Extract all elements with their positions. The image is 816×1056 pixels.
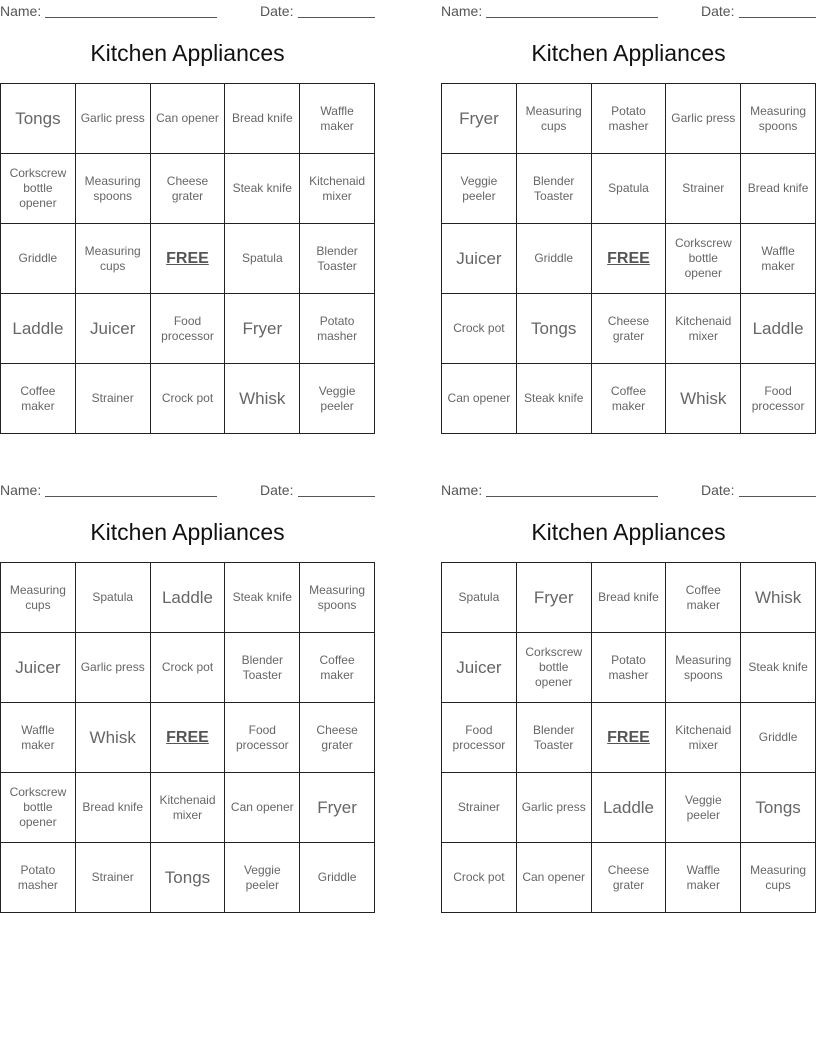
card-title: Kitchen Appliances xyxy=(90,40,285,66)
bingo-cell: Can opener xyxy=(151,84,226,154)
bingo-grid xyxy=(441,562,816,913)
card-header xyxy=(0,0,375,22)
bingo-cell: Griddle xyxy=(300,843,375,913)
bingo-grid xyxy=(441,83,816,434)
bingo-cell: Food processor xyxy=(741,364,816,434)
bingo-cell: Potato masher xyxy=(300,294,375,364)
bingo-cell: Bread knife xyxy=(76,773,151,843)
bingo-cell: Can opener xyxy=(225,773,300,843)
bingo-cell: Waffle maker xyxy=(741,224,816,294)
bingo-cell: Coffee maker xyxy=(666,563,741,633)
bingo-cell: Cheese grater xyxy=(300,703,375,773)
date-line xyxy=(739,496,816,497)
bingo-cell: Juicer xyxy=(76,294,151,364)
name-label: Name: xyxy=(441,3,483,19)
bingo-card-2 xyxy=(441,0,816,413)
card-header xyxy=(441,479,816,501)
bingo-cell: Whisk xyxy=(76,703,151,773)
bingo-cell: Measuring spoons xyxy=(300,563,375,633)
bingo-cell: Waffle maker xyxy=(666,843,741,913)
bingo-cell: Juicer xyxy=(442,224,517,294)
bingo-cell: Potato masher xyxy=(592,84,667,154)
bingo-cell: Laddle xyxy=(741,294,816,364)
bingo-cell: Coffee maker xyxy=(300,633,375,703)
name-label: Name: xyxy=(0,482,42,498)
bingo-cell: Cheese grater xyxy=(592,843,667,913)
bingo-cell: Crock pot xyxy=(442,294,517,364)
bingo-cell: Steak knife xyxy=(741,633,816,703)
bingo-cell: Food processor xyxy=(151,294,226,364)
bingo-cell: Kitchenaid mixer xyxy=(666,703,741,773)
free-space-cell: FREE xyxy=(151,703,226,773)
free-space-cell: FREE xyxy=(592,224,667,294)
bingo-cell: Garlic press xyxy=(76,633,151,703)
date-line xyxy=(298,496,375,497)
bingo-cell: Steak knife xyxy=(225,563,300,633)
bingo-cell: Measuring cups xyxy=(1,563,76,633)
name-line xyxy=(486,496,658,497)
bingo-cell: Veggie peeler xyxy=(300,364,375,434)
bingo-cell: Food processor xyxy=(225,703,300,773)
bingo-cell: Steak knife xyxy=(517,364,592,434)
bingo-cell: Strainer xyxy=(666,154,741,224)
bingo-cell: Tongs xyxy=(151,843,226,913)
bingo-cell: Can opener xyxy=(442,364,517,434)
free-space-cell: FREE xyxy=(151,224,226,294)
bingo-cell: Whisk xyxy=(225,364,300,434)
bingo-cell: Griddle xyxy=(517,224,592,294)
bingo-cell: Potato masher xyxy=(592,633,667,703)
bingo-cell: Potato masher xyxy=(1,843,76,913)
bingo-cell: Cheese grater xyxy=(592,294,667,364)
bingo-cell: Spatula xyxy=(225,224,300,294)
bingo-cell: Cheese grater xyxy=(151,154,226,224)
bingo-cell: Corkscrew bottle opener xyxy=(1,154,76,224)
card-title: Kitchen Appliances xyxy=(531,519,726,545)
bingo-cell: Fryer xyxy=(442,84,517,154)
name-line xyxy=(486,17,658,18)
card-title: Kitchen Appliances xyxy=(90,519,285,545)
bingo-cell: Corkscrew bottle opener xyxy=(1,773,76,843)
bingo-card-4 xyxy=(441,479,816,892)
bingo-cell: Corkscrew bottle opener xyxy=(517,633,592,703)
bingo-cell: Spatula xyxy=(442,563,517,633)
bingo-cell: Can opener xyxy=(517,843,592,913)
bingo-cell: Griddle xyxy=(741,703,816,773)
bingo-cell: Whisk xyxy=(666,364,741,434)
bingo-cell: Whisk xyxy=(741,563,816,633)
date-label: Date: xyxy=(260,482,294,498)
bingo-cell: Veggie peeler xyxy=(666,773,741,843)
bingo-cell: Measuring cups xyxy=(741,843,816,913)
bingo-cell: Coffee maker xyxy=(592,364,667,434)
bingo-cell: Blender Toaster xyxy=(225,633,300,703)
bingo-cell: Kitchenaid mixer xyxy=(666,294,741,364)
bingo-cell: Veggie peeler xyxy=(225,843,300,913)
bingo-cell: Juicer xyxy=(1,633,76,703)
bingo-cell: Bread knife xyxy=(741,154,816,224)
bingo-cell: Bread knife xyxy=(592,563,667,633)
date-line xyxy=(739,17,816,18)
bingo-cell: Fryer xyxy=(517,563,592,633)
bingo-cell: Food processor xyxy=(442,703,517,773)
card-header xyxy=(441,0,816,22)
bingo-cell: Kitchenaid mixer xyxy=(151,773,226,843)
bingo-cell: Fryer xyxy=(300,773,375,843)
date-label: Date: xyxy=(701,482,735,498)
bingo-cell: Measuring spoons xyxy=(741,84,816,154)
bingo-cell: Griddle xyxy=(1,224,76,294)
bingo-cell: Waffle maker xyxy=(1,703,76,773)
bingo-cell: Fryer xyxy=(225,294,300,364)
date-line xyxy=(298,17,375,18)
bingo-cell: Juicer xyxy=(442,633,517,703)
bingo-cell: Blender Toaster xyxy=(300,224,375,294)
bingo-cell: Garlic press xyxy=(76,84,151,154)
bingo-cell: Spatula xyxy=(592,154,667,224)
bingo-card-3 xyxy=(0,479,375,892)
date-label: Date: xyxy=(701,3,735,19)
bingo-cell: Coffee maker xyxy=(1,364,76,434)
bingo-grid xyxy=(0,83,375,434)
bingo-cell: Crock pot xyxy=(151,364,226,434)
bingo-cell: Veggie peeler xyxy=(442,154,517,224)
bingo-cell: Bread knife xyxy=(225,84,300,154)
bingo-cell: Tongs xyxy=(1,84,76,154)
bingo-cell: Tongs xyxy=(741,773,816,843)
bingo-cell: Strainer xyxy=(76,843,151,913)
name-label: Name: xyxy=(0,3,42,19)
bingo-cell: Measuring spoons xyxy=(76,154,151,224)
bingo-cell: Laddle xyxy=(1,294,76,364)
name-label: Name: xyxy=(441,482,483,498)
bingo-cell: Waffle maker xyxy=(300,84,375,154)
bingo-card-1 xyxy=(0,0,375,413)
bingo-cell: Crock pot xyxy=(442,843,517,913)
bingo-cell: Laddle xyxy=(592,773,667,843)
bingo-cell: Strainer xyxy=(76,364,151,434)
bingo-cell: Tongs xyxy=(517,294,592,364)
bingo-cell: Garlic press xyxy=(666,84,741,154)
bingo-cell: Measuring spoons xyxy=(666,633,741,703)
bingo-cell: Garlic press xyxy=(517,773,592,843)
card-header xyxy=(0,479,375,501)
bingo-cell: Laddle xyxy=(151,563,226,633)
bingo-cell: Spatula xyxy=(76,563,151,633)
card-title: Kitchen Appliances xyxy=(531,40,726,66)
bingo-cell: Corkscrew bottle opener xyxy=(666,224,741,294)
bingo-grid xyxy=(0,562,375,913)
bingo-cell: Measuring cups xyxy=(76,224,151,294)
free-space-cell: FREE xyxy=(592,703,667,773)
name-line xyxy=(45,496,217,497)
bingo-cell: Strainer xyxy=(442,773,517,843)
bingo-cell: Measuring cups xyxy=(517,84,592,154)
bingo-cell: Crock pot xyxy=(151,633,226,703)
date-label: Date: xyxy=(260,3,294,19)
bingo-cell: Steak knife xyxy=(225,154,300,224)
bingo-cell: Kitchenaid mixer xyxy=(300,154,375,224)
bingo-cell: Blender Toaster xyxy=(517,703,592,773)
name-line xyxy=(45,17,217,18)
bingo-cell: Blender Toaster xyxy=(517,154,592,224)
